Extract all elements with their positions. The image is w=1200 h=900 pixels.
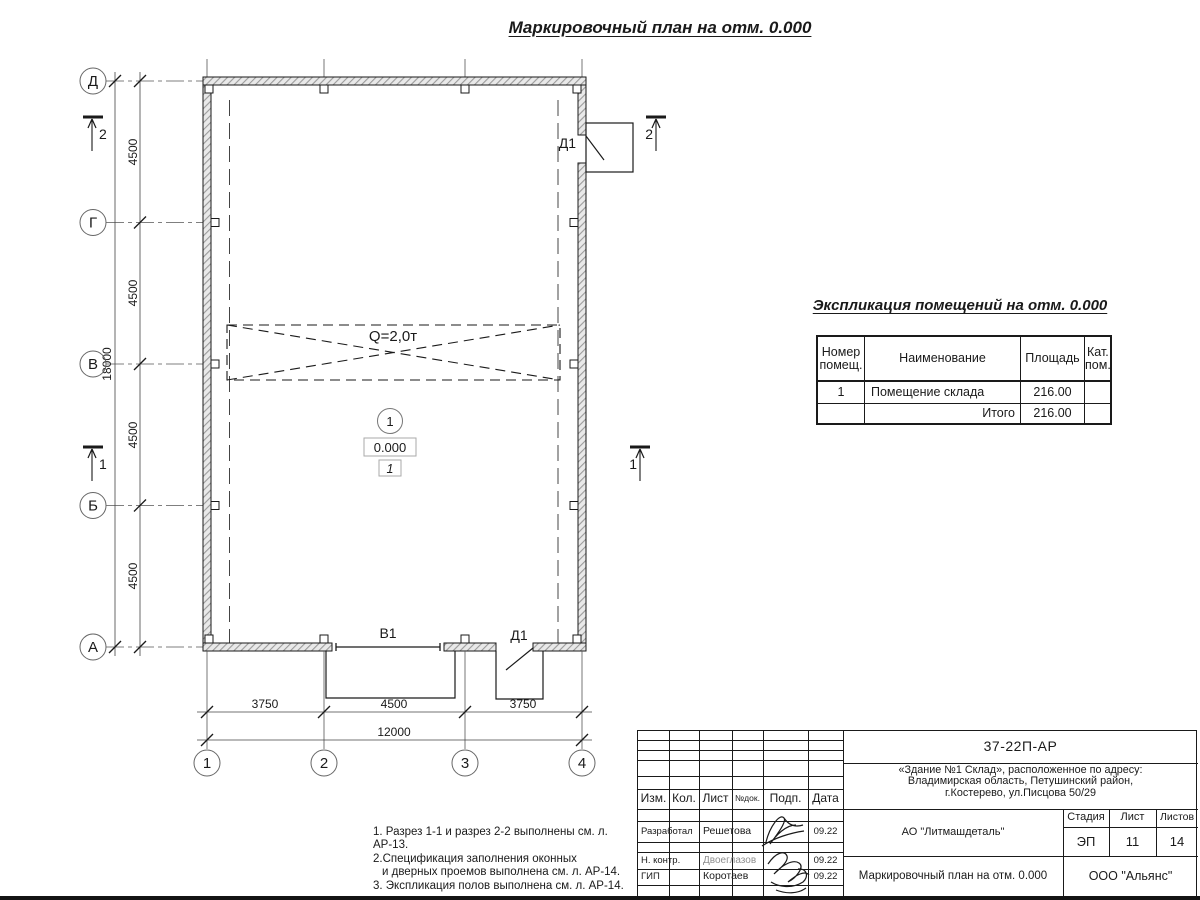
door-bottom-label: Д1 bbox=[510, 627, 528, 643]
dim-g-v: 4500 bbox=[126, 279, 140, 307]
rev-header-data: Дата bbox=[812, 791, 839, 806]
room-number-cell: 1 bbox=[818, 380, 864, 403]
signer-name: Коротаев bbox=[703, 870, 749, 883]
total-area-cell: 216.00 bbox=[1020, 403, 1084, 423]
dim-vertical-total: 18000 bbox=[100, 347, 114, 381]
axis-number-4: 4 bbox=[577, 755, 587, 772]
contractor: ООО "Альянс" bbox=[1088, 869, 1173, 884]
dim-3-4: 3750 bbox=[509, 697, 537, 711]
total-category-cell bbox=[1084, 403, 1111, 423]
note-line: 3. Экспликация полов выполнена см. л. АР-14. bbox=[373, 879, 624, 892]
dim-horizontal-total: 12000 bbox=[377, 725, 411, 739]
dim-2-3: 4500 bbox=[380, 697, 408, 711]
note-line: 2.Спецификация заполнения оконных bbox=[373, 852, 577, 865]
axis-letter-b: Б bbox=[88, 497, 98, 515]
dim-1-2: 3750 bbox=[251, 697, 279, 711]
axis-centerlines bbox=[106, 81, 203, 647]
wall-right-lower bbox=[578, 163, 586, 643]
organization: АО "Литмашдеталь" bbox=[901, 825, 1005, 838]
project-address-line: «Здание №1 Склад», расположенное по адресу: bbox=[898, 764, 1143, 776]
room-marker bbox=[364, 409, 416, 477]
sheet-header: Лист bbox=[1120, 811, 1145, 824]
note-line: и дверных проемов выполнена см. л. АР-14. bbox=[382, 866, 621, 879]
note-line: 1. Разрез 1-1 и разрез 2-2 выполнены см. л. АР-13. bbox=[373, 826, 608, 852]
pilasters bbox=[205, 85, 581, 643]
axis-number-1: 1 bbox=[202, 755, 212, 772]
title-block bbox=[637, 730, 1197, 897]
section-label-1-l: 1 bbox=[99, 456, 107, 472]
signer-date: 09.22 bbox=[813, 854, 838, 866]
dim-d-g: 4500 bbox=[126, 138, 140, 166]
room-name-cell: Помещение склада bbox=[864, 380, 1020, 403]
signer-date: 09.22 bbox=[813, 825, 838, 837]
signer-role: Разработал bbox=[641, 825, 693, 837]
stage-header: Стадия bbox=[1067, 811, 1105, 824]
axis-stubs bbox=[207, 59, 582, 77]
porch-bottom bbox=[496, 651, 543, 699]
notes-block bbox=[373, 826, 643, 893]
rev-header-ndok: №док. bbox=[735, 793, 760, 804]
wall-bottom-middle bbox=[444, 643, 496, 651]
section-label-2-tr: 2 bbox=[645, 126, 653, 142]
rev-header-kol: Кол. bbox=[672, 791, 696, 806]
drawing-name: Маркировочный план на отм. 0.000 bbox=[858, 870, 1048, 883]
axis-letter-d: Д bbox=[87, 73, 99, 90]
signatures bbox=[758, 808, 818, 900]
stage-value: ЭП bbox=[1076, 833, 1096, 849]
dim-b-a: 4500 bbox=[126, 562, 140, 590]
crane-capacity-label: Q=2,0т bbox=[368, 328, 418, 345]
col-header-room-number: Номер помещ. bbox=[819, 344, 863, 372]
door-leaf-top bbox=[586, 136, 604, 160]
total-label-cell: Итого bbox=[864, 403, 1020, 423]
door-top-right bbox=[586, 123, 633, 172]
axis-letter-v: В bbox=[87, 356, 99, 373]
door-bottom bbox=[496, 648, 543, 699]
total-empty-cell bbox=[818, 403, 864, 423]
col-header-category: Кат. пом. bbox=[1084, 337, 1111, 380]
sheets-total: 14 bbox=[1169, 833, 1185, 849]
signer-date: 09.22 bbox=[813, 871, 838, 883]
axis-letter-a: А bbox=[87, 639, 99, 656]
room-number: 1 bbox=[386, 414, 394, 429]
page-title: Маркировочный план на отм. 0.000 bbox=[508, 18, 812, 37]
signature-razrabotal bbox=[762, 817, 804, 846]
porch-top-right bbox=[586, 123, 633, 172]
gate-label: В1 bbox=[379, 625, 397, 641]
explication-title: Экспликация помещений на отм. 0.000 bbox=[812, 297, 1108, 314]
signer-role: ГИП bbox=[641, 871, 660, 883]
rev-header-izm: Изм. bbox=[640, 791, 667, 806]
explication-table bbox=[816, 335, 1112, 425]
project-address bbox=[848, 765, 1193, 799]
signer-role: Н. контр. bbox=[641, 854, 681, 866]
axis-number-2: 2 bbox=[319, 755, 329, 772]
wall-left bbox=[203, 85, 211, 643]
sheet-number: 11 bbox=[1125, 833, 1140, 849]
axis-number-3: 3 bbox=[460, 755, 470, 772]
door-top-label: Д1 bbox=[558, 135, 576, 151]
rev-header-podp: Подп. bbox=[769, 791, 802, 806]
signer-name: Двоеглазов bbox=[703, 854, 757, 866]
ramp-outline bbox=[326, 651, 455, 698]
section-label-1-r: 1 bbox=[629, 456, 637, 472]
dim-v-b: 4500 bbox=[126, 421, 140, 449]
floor-type-mark: 1 bbox=[386, 462, 394, 476]
signature-gip bbox=[768, 853, 809, 893]
project-address-line: г.Костерево, ул.Писцова 50/29 bbox=[944, 786, 1097, 799]
room-category-cell bbox=[1084, 380, 1111, 403]
col-header-area: Площадь bbox=[1020, 337, 1084, 380]
room-area-cell: 216.00 bbox=[1020, 380, 1084, 403]
gate-bottom bbox=[326, 643, 455, 698]
signer-name: Решетова bbox=[703, 824, 752, 837]
rev-header-list: Лист bbox=[702, 791, 729, 806]
project-address-line: Владимирская область, Петушинский район, bbox=[907, 775, 1134, 788]
wall-bottom-left bbox=[203, 643, 332, 651]
axis-letter-g: Г bbox=[88, 214, 98, 232]
section-label-2-tl: 2 bbox=[99, 126, 107, 142]
wall-bottom-right bbox=[533, 643, 586, 651]
door-leaf-bottom bbox=[506, 648, 533, 670]
col-header-name: Наименование bbox=[864, 337, 1020, 380]
doc-number: 37-22П-АР bbox=[983, 738, 1058, 755]
floor-elevation: 0.000 bbox=[373, 440, 407, 455]
sheet-bottom-edge bbox=[0, 896, 1200, 900]
walls bbox=[203, 77, 586, 651]
sheets-header: Листов bbox=[1159, 811, 1195, 824]
wall-top bbox=[203, 77, 586, 85]
axis-number-bubbles bbox=[194, 750, 595, 776]
